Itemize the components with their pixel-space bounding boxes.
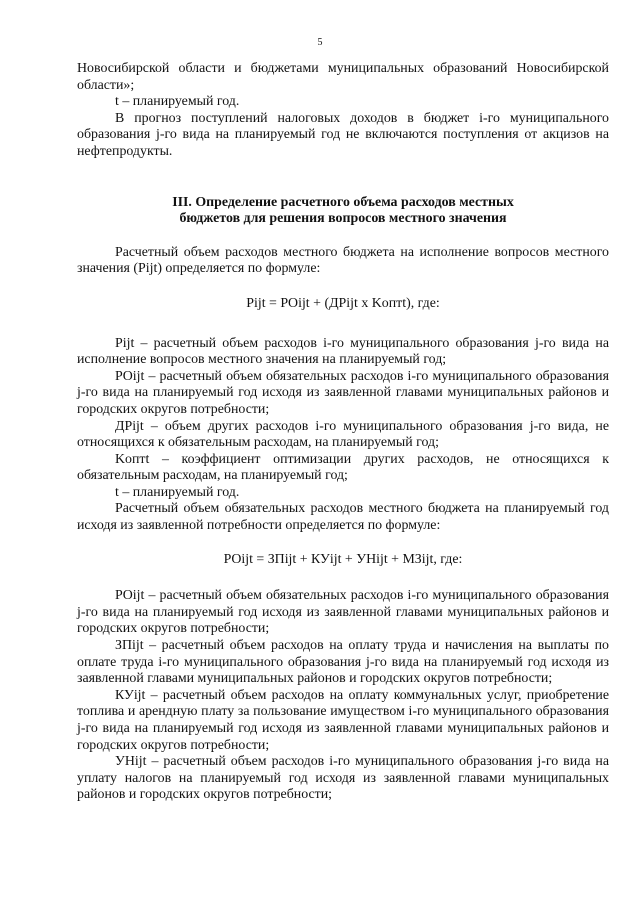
definition-zpijt: ЗПijt – расчетный объем расходов на оплату труда и начисления на выплаты по оплате труда i-го муниципального образования j-го вида на планируемый год исходя из заявленной главами муниципальных районов и городских округов потребности; [77,638,609,687]
paragraph-intro-2: Расчетный объем обязательных расходов местного бюджета на планируемый год исходя из заявленной потребности определяется по формуле: [77,501,609,534]
definition-dpijt: ДPijt – объем других расходов i-го муниципального образования j-го вида, не относящихся к обязательным расходам, на планируемый год; [77,418,609,451]
definition-unijt: УНijt – расчетный объем расходов i-го муниципального образования j-го вида на уплату налогов на планируемый год исходя из заявленной главами муниципальных районов и городских округов потребности; [77,754,609,803]
formula-pijt: Pijt = POijt + (ДPijt х Kоптt), где: [246,295,440,311]
paragraph-planned-year: t – планируемый год. [115,94,240,110]
definition-poijt-2: POijt – расчетный объем обязательных расходов i-го муниципального образования j-го вида на планируемый год исходя из заявленной главами муниципальных районов и городских округов потребности; [77,588,609,637]
definition-pijt: Pijt – расчетный объем расходов i-го муниципального образования j-го вида на исполнение вопросов местного значения на планируемый год; [77,335,609,368]
definition-t: t – планируемый год. [115,484,240,500]
definition-kopt: Kоптt – коэффициент оптимизации других расходов, не относящихся к обязательным расходам, на планируемый год; [77,451,609,484]
page-number: 5 [317,37,323,48]
document-body [77,61,609,804]
definition-kuijt: КУijt – расчетный объем расходов на оплату коммунальных услуг, приобретение топлива и арендную плату за пользование имуществом i-го муниципального образования j-го вида на планируемый год исходя из заявленной главами муниципальных районов и городских округов потребности; [77,687,609,753]
section-heading-line-1: III. Определение расчетного объема расходов местных [172,194,514,210]
paragraph-intro: Расчетный объем расходов местного бюджета на исполнение вопросов местного значения (Pijt) определяется по формуле: [77,244,609,277]
paragraph-continuation: Новосибирской области и бюджетами муниципальных образований Новосибирской области»; [77,61,609,93]
formula-poijt: POijt = ЗПijt + КУijt + УНijt + МЗijt, где: [223,551,463,567]
definition-poijt: POijt – расчетный объем обязательных расходов i-го муниципального образования j-го вида на планируемый год исходя из заявленной главами муниципальных районов и городских округов потребности; [77,368,609,417]
paragraph-excise-note: В прогноз поступлений налоговых доходов в бюджет i-го муниципального образования j-го вида на планируемый год не включаются поступления от акцизов на нефтепродукты. [77,110,609,159]
section-heading-line-2: бюджетов для решения вопросов местного значения [179,211,507,227]
section-heading [77,195,609,228]
